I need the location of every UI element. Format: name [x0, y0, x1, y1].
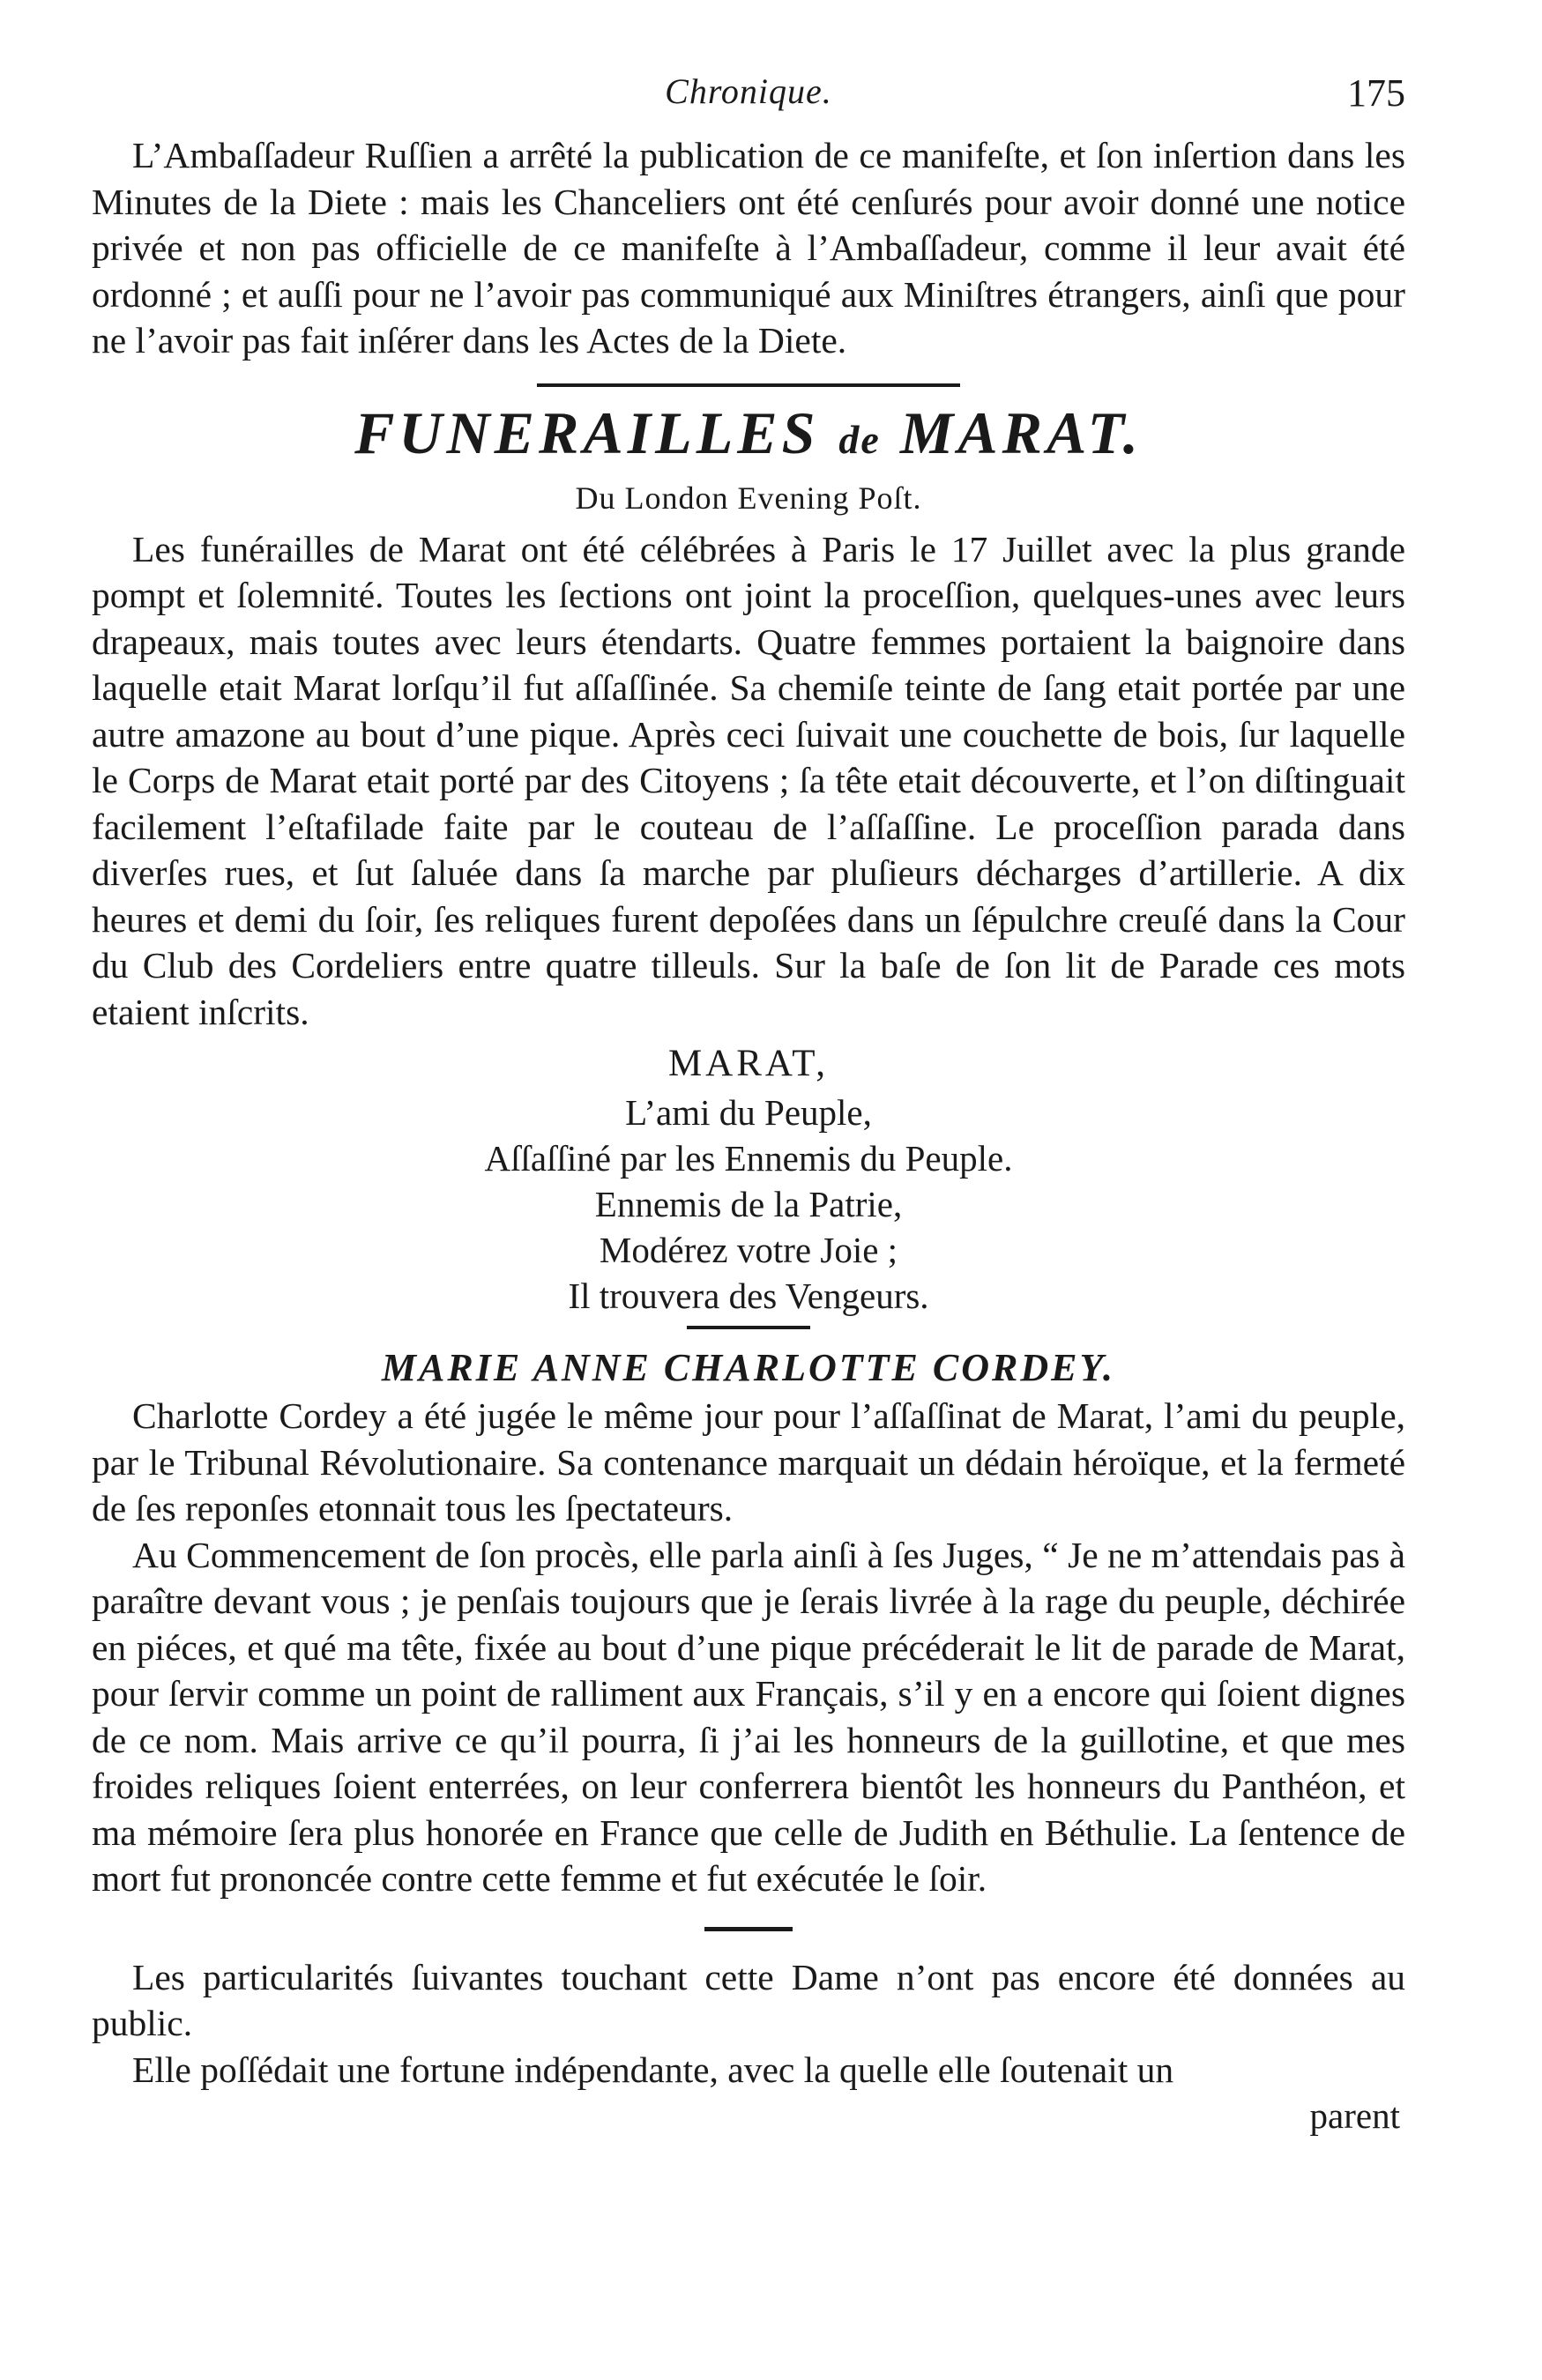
funerailles-title-part1: FUNERAILLES — [354, 398, 820, 466]
epitaph-divider — [687, 1326, 810, 1329]
epitaph-line: Modérez votre Joie ; — [599, 1230, 898, 1270]
cordey-title: MARIE ANNE CHARLOTTE CORDEY. — [381, 1346, 1116, 1389]
funerailles-paragraph: Les funérailles de Marat ont été célébrées à Paris le 17 Juillet avec la plus grande pompt et ſolemnité. Toutes les ſections ont joint la proceſſion, quelques-unes avec leurs drapeaux, mais toutes avec leurs étendarts. Quatre femmes portaient la baignoire dans laquelle etait Marat lorſqu’il fut aſſaſſinée. Sa chemiſe teinte de ſang etait portée par une autre amazone au bout d’une pique. Après ceci ſuivait une couchette de bois, ſur laquelle le Corps de Marat etait porté par des Citoyens ; ſa tête etait découverte, et l’on diſtinguait facilement l’eſtafilade faite par le couteau de l’aſſaſſine. Le proceſſion parada dans diverſes rues, et ſut ſaluée dans ſa marche par pluſieurs décharges d’artillerie. A dix heures et demi du ſoir, ſes reliques furent depoſées dans un ſépulchre creuſé dans la Cour du Club des Cordeliers entre quatre tilleuls. Sur la baſe de ſon lit de Parade ces mots etaient inſcrits. — [92, 528, 1405, 1032]
epitaph-heading: MARAT, — [667, 1043, 830, 1084]
section-divider — [537, 383, 960, 387]
particularites-paragraph-1: Les particularités ſuivantes touchant cette Dame n’ont pas encore été données au public. — [92, 1956, 1405, 2043]
funerailles-title-part2: MARAT. — [899, 398, 1143, 466]
epitaph-line: Aſſaſſiné par les Ennemis du Peuple. — [484, 1138, 1013, 1179]
epitaph-line: L’ami du Peuple, — [625, 1092, 872, 1133]
epitaph-block — [92, 1038, 1405, 1319]
epitaph-line: Il trouvera des Vengeurs. — [568, 1276, 929, 1316]
epitaph-line: Ennemis de la Patrie, — [594, 1184, 903, 1224]
page-header — [92, 71, 1405, 123]
page-number: 175 — [1347, 71, 1405, 115]
cordey-paragraph-2: Au Commencement de ſon procès, elle parla ainſi à ſes Juges, “ Je ne m’attendais pas à paraître devant vous ; je penſais toujours que je ſerais livrée à la rage du peuple, déchirée en piéces, et qué ma tête, fixée au bout d’une pique précéderait le lit de parade de Marat, pour ſervir comme un point de ralliment aux Français, s’il y en a encore qui ſoient dignes de ce nom. Mais arrive ce qu’il pourra, ſi j’ai les honneurs de la guillotine, et que mes froides reliques ſoient enterrées, on leur conferrera bientôt les honneurs du Panthéon, et ma mémoire ſera plus honorée en France que celle de Judith en Béthulie. La ſentence de mort fut prononcée contre cette femme et fut exécutée le ſoir. — [92, 1534, 1405, 1899]
catchword: parent — [1309, 2095, 1400, 2136]
particularites-paragraph-2: Elle poſſédait une fortune indépendante, avec la quelle elle ſoutenait un — [132, 2049, 1174, 2090]
running-title: Chronique. — [665, 71, 832, 111]
funerailles-title — [92, 399, 1405, 473]
source-line: Du London Evening Poſt. — [575, 480, 922, 516]
text-column — [92, 132, 1405, 2138]
closing-divider — [704, 1927, 793, 1931]
intro-paragraph: L’Ambaſſadeur Ruſſien a arrêté la publication de ce manifeſte, et ſon inſertion dans les Minutes de la Diete : mais les Chanceliers ont été cenſurés pour avoir donné une notice privée et non pas officielle de ce manifeſte à l’Ambaſſadeur, comme il leur avait été ordonné ; et auſſi pour ne l’avoir pas communiqué aux Miniſtres étrangers, ainſi que pour ne l’avoir pas fait inſérer dans les Actes de la Diete. — [92, 135, 1405, 361]
cordey-paragraph-1: Charlotte Cordey a été jugée le même jour pour l’aſſaſſinat de Marat, l’ami du peuple, par le Tribunal Révolutionaire. Sa contenance marquait un dédain héroïque, et la fermeté de ſes reponſes etonnait tous les ſpectateurs. — [92, 1395, 1405, 1528]
funerailles-title-de: de — [838, 416, 881, 462]
